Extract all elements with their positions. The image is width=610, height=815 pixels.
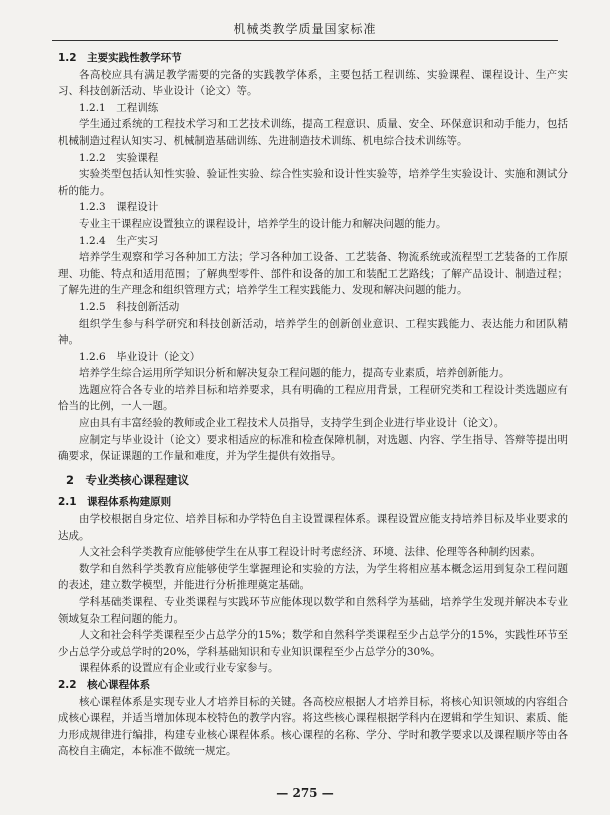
- chapter-heading-2: 2 专业类核心课程建议: [66, 472, 190, 487]
- header-divider: [52, 40, 558, 41]
- paragraph: 培养学生观察和学习各种加工方法；学习各种加工设备、工艺装备、物流系统或流程型工艺装备的工作原理、功能、特点和适用范围；了解典型零件、部件和设备的加工和装配工艺路线；了解产品设计、制造过程；了解先进的生产理念和组织管理方式；培养学生工程实践能力、发现和解决问题的能力。: [58, 251, 568, 297]
- body-text: [58, 50, 568, 760]
- section-heading-1-2: 1.2 主要实践性教学环节: [58, 52, 182, 64]
- subsection-heading-1-2-3: 1.2.3 课程设计: [79, 201, 159, 214]
- paragraph: 核心课程体系是实现专业人才培养目标的关键。各高校应根据人才培养目标，将核心知识领域的内容组合成核心课程，并适当增加体现本校特色的教学内容。将这些核心课程根据学科内在逻辑和学生知识、素质、能力形成规律进行编排，构建专业核心课程体系。核心课程的名称、学分、学时和教学要求以及课程顺序等由各高校自主确定，本标准不做统一规定。: [58, 695, 568, 758]
- paragraph: 培养学生综合运用所学知识分析和解决复杂工程问题的能力，提高专业素质，培养创新能力。: [79, 367, 510, 380]
- subsection-heading-1-2-1: 1.2.1 工程训练: [79, 101, 159, 114]
- running-header: 机械类教学质量国家标准: [233, 22, 377, 36]
- paragraph: 由学校根据自身定位、培养目标和办学特色自主设置课程体系。课程设置应能支持培养目标及毕业要求的达成。: [58, 513, 568, 542]
- paragraph: 组织学生参与科学研究和科技创新活动，培养学生的创新创业意识、工程实践能力、表达能力和团队精神。: [58, 317, 568, 347]
- paragraph: 学生通过系统的工程技术学习和工艺技术训练，提高工程意识、质量、安全、环保意识和动手能力，包括机械制造过程认知实习、机械制造基础训练、先进制造技术训练、机电综合技术训练等。: [58, 118, 568, 147]
- section-heading-2-1: 2.1 课程体系构建原则: [58, 496, 172, 509]
- subsection-heading-1-2-2: 1.2.2 实验课程: [79, 151, 159, 164]
- paragraph: 选题应符合各专业的培养目标和培养要求，具有明确的工程应用背景，工程研究类和工程设计类选题应有恰当的比例，一人一题。: [58, 383, 568, 413]
- paragraph: 应制定与毕业设计（论文）要求相适应的标准和检查保障机制，对选题、内容、学生指导、答辩等提出明确要求，保证课题的工作量和难度，并为学生提供有效指导。: [58, 433, 568, 463]
- paragraph: 学科基础类课程、专业类课程与实践环节应能体现以数学和自然科学为基础，培养学生发现并解决本专业领域复杂工程问题的能力。: [58, 596, 568, 625]
- paragraph: 应由具有丰富经验的教师或企业工程技术人员指导，支持学生到企业进行毕业设计（论文）。: [79, 417, 505, 430]
- paragraph: 人文和社会科学类课程至少占总学分的15%；数学和自然科学类课程至少占总学分的15%，实践性环节至少占总学分或总学时的20%，学科基础知识和专业知识课程至少占总学分的30%。: [58, 629, 568, 658]
- subsection-heading-1-2-5: 1.2.5 科技创新活动: [79, 300, 180, 313]
- section-heading-2-2: 2.2 核心课程体系: [58, 678, 151, 691]
- paragraph: 实验类型包括认知性实验、验证性实验、综合性实验和设计性实验等，培养学生实验设计、实施和测试分析的能力。: [58, 168, 568, 197]
- subsection-heading-1-2-4: 1.2.4 生产实习: [79, 234, 159, 247]
- paragraph: 专业主干课程应设置独立的课程设计，培养学生的设计能力和解决问题的能力。: [79, 217, 447, 230]
- paragraph: 课程体系的设置应有企业或行业专家参与。: [79, 662, 279, 675]
- subsection-heading-1-2-6: 1.2.6 毕业设计（论文）: [79, 350, 201, 363]
- paragraph: 数学和自然科学类教育应能够使学生掌握理论和实验的方法，为学生将相应基本概念运用到复杂工程问题的表述，建立数学模型，并能进行分析推理奠定基础。: [58, 562, 568, 592]
- paragraph: 各高校应具有满足教学需要的完备的实践教学体系，主要包括工程训练、实验课程、课程设计、生产实习、科技创新活动、毕业设计（论文）等。: [58, 68, 568, 98]
- paragraph: 人文社会科学类教育应能够使学生在从事工程设计时考虑经济、环境、法律、伦理等各种制约因素。: [79, 546, 541, 559]
- page-number: — 275 —: [276, 786, 334, 800]
